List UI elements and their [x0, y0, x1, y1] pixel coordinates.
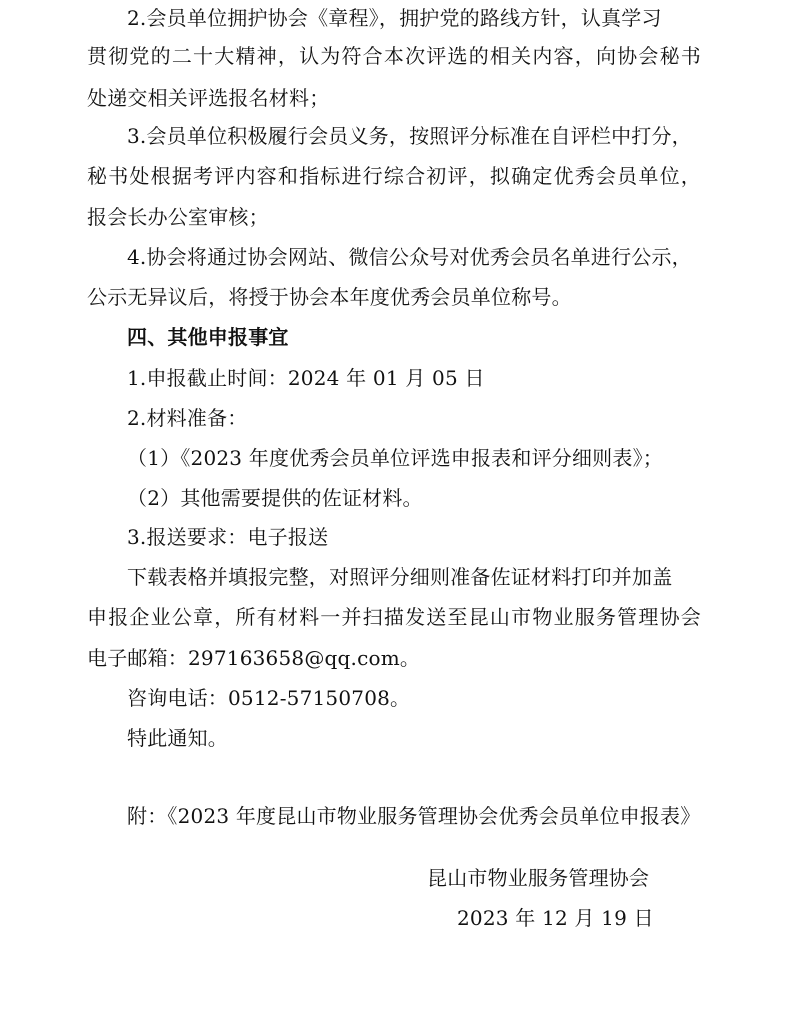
instruction-line: 申报企业公章，所有材料一并扫描发送至昆山市物业服务管理协会: [87, 605, 701, 629]
notice-line: 特此通知。: [127, 726, 228, 750]
paragraph-line: 秘书处根据考评内容和指标进行综合初评，拟确定优秀会员单位，: [87, 164, 701, 188]
paragraph-line: 4.协会将通过协会网站、微信公众号对优秀会员名单进行公示，: [127, 245, 692, 269]
material-item: （1）《2023 年度优秀会员单位评选申报表和评分细则表》；: [127, 446, 663, 470]
paragraph-line: 2.会员单位拥护协会《章程》，拥护党的路线方针，认真学习: [127, 6, 662, 30]
contact-line: 咨询电话：0512-57150708。: [127, 686, 411, 710]
instruction-line: 电子邮箱：297163658@qq.com。: [87, 646, 421, 670]
submission-requirement: 3.报送要求：电子报送: [127, 525, 329, 549]
instruction-line: 下载表格并填报完整，对照评分细则准备佐证材料打印并加盖: [127, 565, 673, 589]
signature-organization: 昆山市物业服务管理协会: [427, 866, 650, 890]
deadline-line: 1.申报截止时间：2024 年 01 月 05 日: [127, 366, 485, 390]
material-item: （2）其他需要提供的佐证材料。: [127, 486, 423, 510]
section-heading: 四、其他申报事宜: [127, 325, 289, 349]
paragraph-line: 报会长办公室审核；: [87, 205, 269, 229]
attachment-line: 附：《2023 年度昆山市物业服务管理协会优秀会员单位申报表》: [127, 804, 701, 828]
paragraph-line: 公示无异议后，将授于协会本年度优秀会员单位称号。: [87, 285, 572, 309]
paragraph-line: 3.会员单位积极履行会员义务，按照评分标准在自评栏中打分，: [127, 124, 692, 148]
signature-date: 2023 年 12 月 19 日: [457, 906, 654, 930]
paragraph-line: 处递交相关评选报名材料；: [87, 86, 330, 110]
materials-title: 2.材料准备：: [127, 406, 248, 430]
paragraph-line: 贯彻党的二十大精神，认为符合本次评选的相关内容，向协会秘书: [87, 44, 701, 68]
